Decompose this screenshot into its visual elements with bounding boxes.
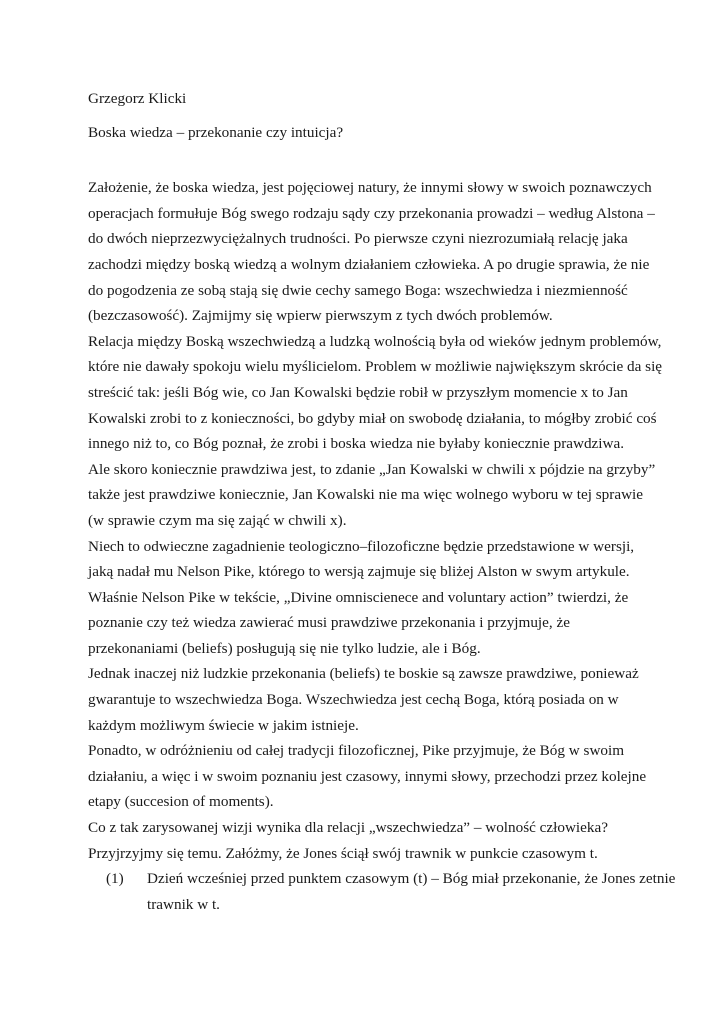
body-line: Jednak inaczej niż ludzkie przekonania (beliefs) te boskie są zawsze prawdziwe, ponieważ <box>88 665 639 683</box>
body-line: gwarantuje to wszechwiedza Boga. Wszechwiedza jest cechą Boga, którą posiada on w <box>88 691 619 709</box>
body-line: Relacja między Boską wszechwiedzą a ludzką wolnością była od wieków jednym problemów, <box>88 332 662 350</box>
body-line: Założenie, że boska wiedza, jest pojęciowej natury, że innymi słowy w swoich poznawczych <box>88 179 652 197</box>
numbered-list <box>88 866 676 917</box>
body-line: Ale skoro koniecznie prawdziwa jest, to zdanie „Jan Kowalski w chwili x pójdzie na grzyby” <box>88 460 656 478</box>
body-line: do dwóch nieprzezwyciężalnych trudności. Po pierwsze czyni niezrozumiałą relację jaka <box>88 230 628 248</box>
body-line: Ponadto, w odróżnieniu od całej tradycji filozoficznej, Pike przyjmuje, że Bóg w swoim <box>88 742 625 760</box>
body-line: Co z tak zarysowanej wizji wynika dla relacji „wszechwiedza” – wolność człowieka? <box>88 819 608 837</box>
author-name: Grzegorz Klicki <box>88 90 187 107</box>
body-line: streścić tak: jeśli Bóg wie, co Jan Kowalski będzie robił w przyszłym momencie x to Jan <box>88 383 628 401</box>
body-line: Niech to odwieczne zagadnienie teologiczno–filozoficzne będzie przedstawione w wersji, <box>88 537 635 555</box>
body-line: Przyjrzyjmy się temu. Załóżmy, że Jones ściął swój trawnik w punkcie czasowym t. <box>88 844 598 862</box>
body-line: zachodzi między boską wiedzą a wolnym działaniem człowieka. A po drugie sprawia, że nie <box>88 255 650 273</box>
body-text <box>88 175 663 866</box>
list-item-line: trawnik w t. <box>147 895 220 913</box>
body-line: (w sprawie czym ma się zająć w chwili x). <box>88 511 347 529</box>
list-marker: (1) <box>106 870 124 888</box>
spacer <box>88 112 648 120</box>
body-line: które nie dawały spokoju wielu myślicielom. Problem w możliwie największym skrócie da się <box>88 358 663 376</box>
body-line: jaką nadał mu Nelson Pike, którego to wersją zajmuje się bliżej Alston w swym artykule. <box>88 563 630 581</box>
document-page <box>88 86 676 917</box>
body-line: działaniu, a więc i w swoim poznaniu jest czasowy, innymi słowy, przechodzi przez kolejne <box>88 767 647 785</box>
list-item <box>88 866 676 917</box>
document-title: Boska wiedza – przekonanie czy intuicja? <box>88 123 344 141</box>
body-line: (bezczasowość). Zajmijmy się wpierw pierwszym z tych dwóch problemów. <box>88 307 553 325</box>
body-line: Właśnie Nelson Pike w tekście, „Divine omniscienece and voluntary action” twierdzi, że <box>88 588 629 606</box>
body-line: Kowalski zrobi to z konieczności, bo gdyby miał on swobodę działania, to mógłby zrobić coś <box>88 409 657 427</box>
list-item-line: Dzień wcześniej przed punktem czasowym (t) – Bóg miał przekonanie, że Jones zetnie <box>147 870 676 888</box>
body-line: operacjach formułuje Bóg swego rodzaju sądy czy przekonania prowadzi – według Alstona – <box>88 204 655 222</box>
body-line: każdym możliwym świecie w jakim istnieje. <box>88 716 359 734</box>
body-line: etapy (succesion of moments). <box>88 793 274 811</box>
body-line: do pogodzenia ze sobą stają się dwie cechy samego Boga: wszechwiedza i niezmienność <box>88 281 628 299</box>
spacer <box>88 145 648 175</box>
body-line: także jest prawdziwe koniecznie, Jan Kowalski nie ma więc wolnego wyboru w tej sprawie <box>88 486 644 504</box>
body-line: przekonaniami (beliefs) posługują się nie tylko ludzie, ale i Bóg. <box>88 639 481 657</box>
body-line: poznanie czy też wiedza zawierać musi prawdziwe przekonania i przyjmuje, że <box>88 614 570 632</box>
body-line: innego niż to, co Bóg poznał, że zrobi i boska wiedza nie byłaby koniecznie prawdziwa. <box>88 435 625 453</box>
